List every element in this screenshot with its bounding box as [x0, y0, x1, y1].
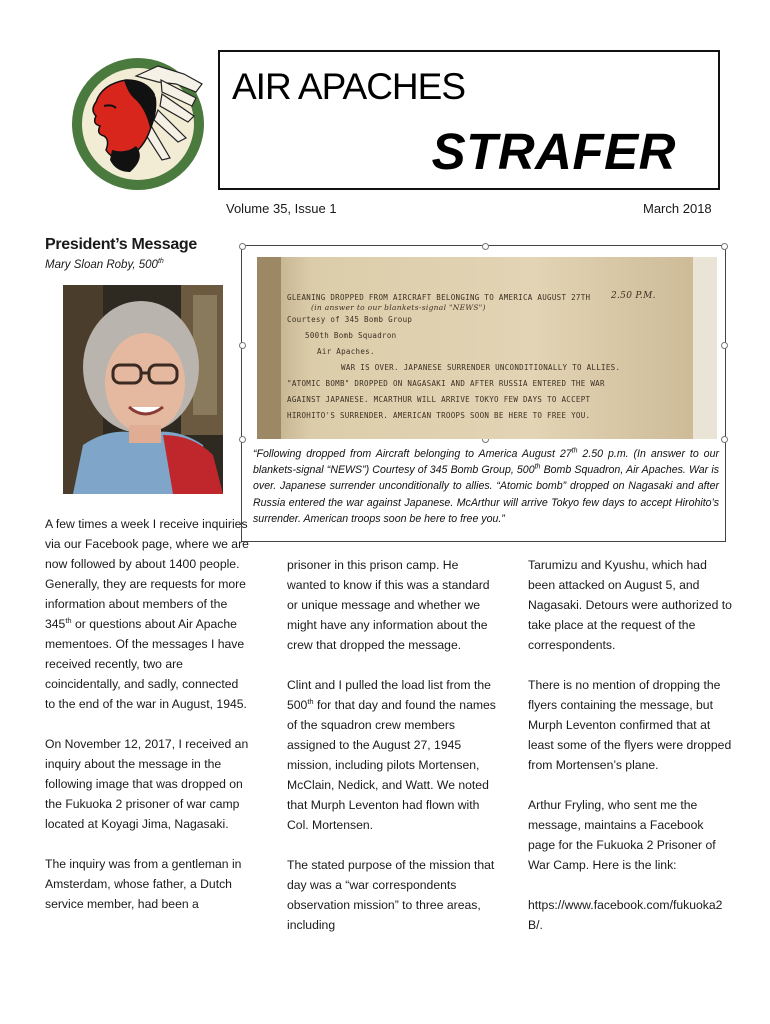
figure-caption	[253, 446, 719, 527]
telegram-annotation: 2.50 P.M.	[611, 291, 656, 301]
paragraph: Tarumizu and Kyushu, which had been attacked on August 5, and Nagasaki. Detours were authorized to take place at the request of the correspondents.	[528, 558, 732, 652]
paragraph	[287, 675, 497, 835]
telegram-line: WAR IS OVER. JAPANESE SURRENDER UNCONDITIONALLY TO ALLIES.	[341, 363, 621, 372]
caption-text: “Following dropped from Aircraft belonging to America August 27	[253, 448, 572, 460]
telegram-image	[257, 257, 717, 439]
air-apaches-logo	[66, 54, 216, 194]
superscript: th	[307, 696, 314, 706]
paragraph: The stated purpose of the mission that day was a “war correspondents observation mission” to three areas, including	[287, 858, 495, 932]
telegram-line: AGAINST JAPANESE. MCARTHUR WILL ARRIVE TOKYO FEW DAYS TO ACCEPT	[287, 395, 591, 404]
article-title: President’s Message	[45, 236, 198, 253]
volume-issue: Volume 35, Issue 1	[226, 201, 337, 216]
author-portrait-photo	[63, 285, 223, 494]
resize-handle	[239, 342, 246, 349]
resize-handle	[721, 342, 728, 349]
telegram-line: HIROHITO'S SURRENDER. AMERICAN TROOPS SOON BE HERE TO FREE YOU.	[287, 411, 591, 420]
caption-text: 2.50 p.m. (In answer to our blankets-signal “NEWS”) Courtesy of 345 Bomb Group, 500	[253, 448, 719, 477]
superscript: th	[65, 615, 72, 625]
caption-sup: th	[571, 447, 578, 455]
paragraph: On November 12, 2017, I received an inquiry about the message in the following image that was dropped on the Fukuoka 2 prisoner of war camp located at Koyagi Jima, Nagasaki.	[45, 737, 249, 831]
body-column-1	[45, 514, 250, 934]
caption-text: Bomb Squadron, Air Apaches. War is over. Japanese surrender unconditionally to allies. “Atomic bomb” dropped on Nagasaki and after Russia entered the war against Japanese. McArthur will arrive Tokyo few days to accept Hirohito’s surrender. American troops soon be here to free you.”	[253, 464, 719, 525]
paragraph	[45, 514, 250, 714]
resize-handle	[239, 436, 246, 443]
newsletter-subtitle: STRAFER	[431, 123, 676, 180]
paragraph: There is no mention of dropping the flyers containing the message, but Murph Leventon confirmed that at least some of the flyers were dropped from Mortensen’s plane.	[528, 678, 732, 772]
facebook-link[interactable]: https://www.facebook.com/fukuoka2B/.	[528, 898, 723, 932]
newsletter-title: AIR APACHES	[232, 66, 466, 107]
paragraph: The inquiry was from a gentleman in Amsterdam, whose father, a Dutch service member, had been a	[45, 857, 242, 911]
resize-handle	[721, 243, 728, 250]
telegram-line: Air Apaches.	[317, 347, 375, 356]
text-run: for that day and found the names of the squadron crew members assigned to the August 27, 1945 mission, including pilots Mortensen, McClain, Nedick, and Watt. We noted that Murph Leventon had flown with Col. Mortensen.	[287, 698, 496, 832]
text-run: A few times a week I receive inquiries via our Facebook page, where we are now followed by about 1400 people. Generally, they are requests for more information about members of the 345	[45, 517, 249, 631]
caption-sup: th	[534, 463, 541, 471]
telegram-line: Courtesy of 345 Bomb Group	[287, 315, 413, 324]
body-column-2	[287, 555, 497, 955]
resize-handle	[721, 436, 728, 443]
body-column-3	[528, 555, 733, 955]
paragraph: prisoner in this prison camp. He wanted to know if this was a standard or unique message and whether we might have any information about the crew that dropped the message.	[287, 558, 490, 652]
telegram-line: (in answer to our blankets-signal "NEWS")	[311, 303, 486, 312]
text-run: Clint and I pulled the load list from the 500	[287, 678, 491, 712]
article-byline	[45, 258, 164, 271]
byline-suffix: th	[157, 258, 164, 265]
byline-name: Mary Sloan Roby, 500	[45, 258, 158, 271]
masthead-box	[218, 50, 720, 190]
text-run: or questions about Air Apache mementoes. Of the messages I have received recently, two are coincidentally, and sadly, connected to the end of the war in August, 1945.	[45, 617, 247, 711]
issue-date: March 2018	[643, 201, 712, 216]
telegram-line: "ATOMIC BOMB" DROPPED ON NAGASAKI AND AFTER RUSSIA ENTERED THE WAR	[287, 379, 605, 388]
resize-handle	[482, 243, 489, 250]
paragraph: Arthur Fryling, who sent me the message, maintains a Facebook page for the Fukuoka 2 Prisoner of War Camp. Here is the link:	[528, 798, 716, 872]
telegram-line: 500th Bomb Squadron	[305, 331, 397, 340]
resize-handle	[239, 243, 246, 250]
telegram-line: GLEANING DROPPED FROM AIRCRAFT BELONGING TO AMERICA AUGUST 27TH	[287, 293, 591, 302]
